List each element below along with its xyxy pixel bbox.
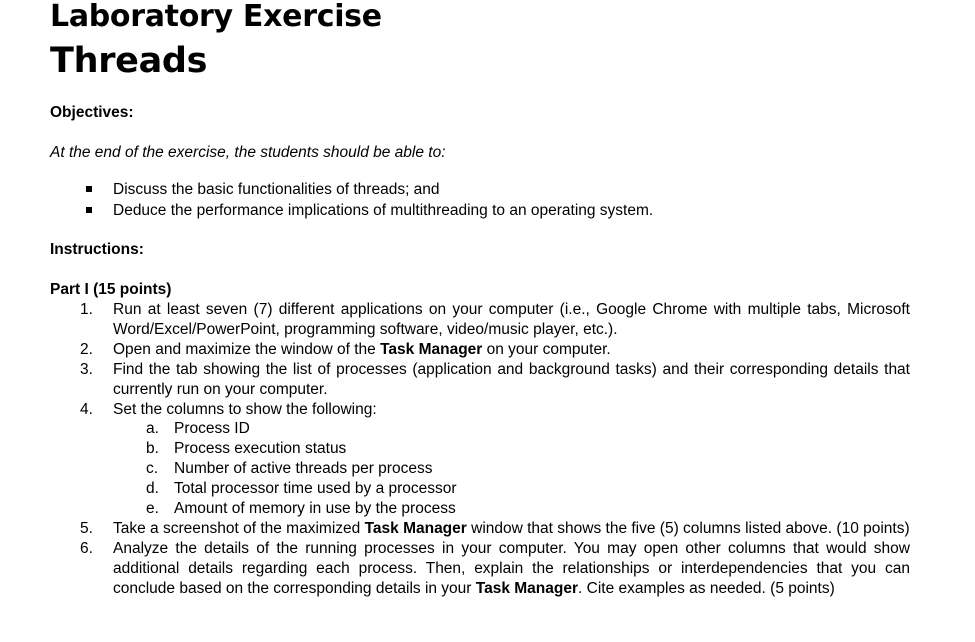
step-text-before: Analyze the details of the running processes in your computer. You may open other columns that would show additional details regarding each process. Then, explain the relationships or interdependencies that you can conclude based on the corresponding details in your [113, 539, 910, 597]
sub-item [50, 439, 910, 459]
step-number: 3. [80, 360, 93, 378]
objective-text: Deduce the performance implications of multithreading to an operating system. [113, 202, 654, 219]
sub-item-text: Process ID [174, 420, 250, 438]
step-text-after: window that shows the five (5) columns listed above. (10 points) [466, 519, 910, 537]
sub-item-text: Process execution status [174, 440, 347, 458]
step-item [50, 519, 910, 539]
sub-item [50, 479, 910, 499]
document-subtitle: Threads [50, 41, 208, 81]
step-number: 6. [80, 539, 93, 557]
step-number: 5. [80, 519, 93, 537]
step-item [50, 300, 910, 340]
objective-text: Discuss the basic functionalities of threads; and [113, 181, 440, 198]
square-bullet-icon [86, 207, 92, 213]
sub-item-letter: c. [146, 460, 159, 478]
step-text-bold: Task Manager [364, 519, 467, 537]
part-heading: Part I (15 points) [50, 281, 172, 298]
objectives-heading: Objectives: [50, 104, 134, 121]
step-text-after: . Cite examples as needed. (5 points) [578, 579, 835, 597]
sub-item-letter: d. [146, 480, 159, 498]
sub-item-text: Number of active threads per process [174, 460, 433, 478]
step-text-before: Take a screenshot of the maximized [113, 519, 365, 537]
step-item [50, 360, 910, 400]
sub-item-letter: a. [146, 420, 159, 438]
step-text: Set the columns to show the following: [113, 400, 377, 418]
steps-list [50, 300, 910, 599]
step-text-bold: Task Manager [475, 579, 579, 597]
step-number: 2. [80, 340, 93, 358]
document-title: Laboratory Exercise [50, 0, 382, 34]
sub-item [50, 499, 910, 519]
step-text-before: Open and maximize the window of the [113, 340, 381, 358]
step-item [50, 539, 910, 599]
step-text: Find the tab showing the list of processes (application and background tasks) and their corresponding details that currently run on your computer. [113, 360, 910, 398]
instructions-heading: Instructions: [50, 241, 144, 258]
sub-item-text: Total processor time used by a processor [174, 480, 457, 498]
step-number: 4. [80, 400, 93, 418]
sub-item-letter: b. [146, 440, 159, 458]
step-text: Run at least seven (7) different applications on your computer (i.e., Google Chrome with multiple tabs, Microsoft Word/Excel/PowerPoint, programming software, video/music player, etc.). [113, 301, 910, 338]
step-text-bold: Task Manager [380, 340, 483, 358]
objective-item [50, 179, 930, 200]
step-item [50, 400, 910, 420]
sub-item-text: Amount of memory in use by the process [174, 500, 456, 518]
sub-item [50, 459, 910, 479]
objectives-intro: At the end of the exercise, the students should be able to: [50, 144, 446, 161]
step-item [50, 340, 910, 360]
sub-item [50, 419, 910, 439]
square-bullet-icon [86, 186, 92, 192]
step-text-after: on your computer. [482, 340, 611, 358]
step-number: 1. [80, 301, 93, 318]
sub-item-letter: e. [146, 500, 159, 518]
objective-item [50, 200, 930, 221]
objectives-list [50, 179, 930, 221]
